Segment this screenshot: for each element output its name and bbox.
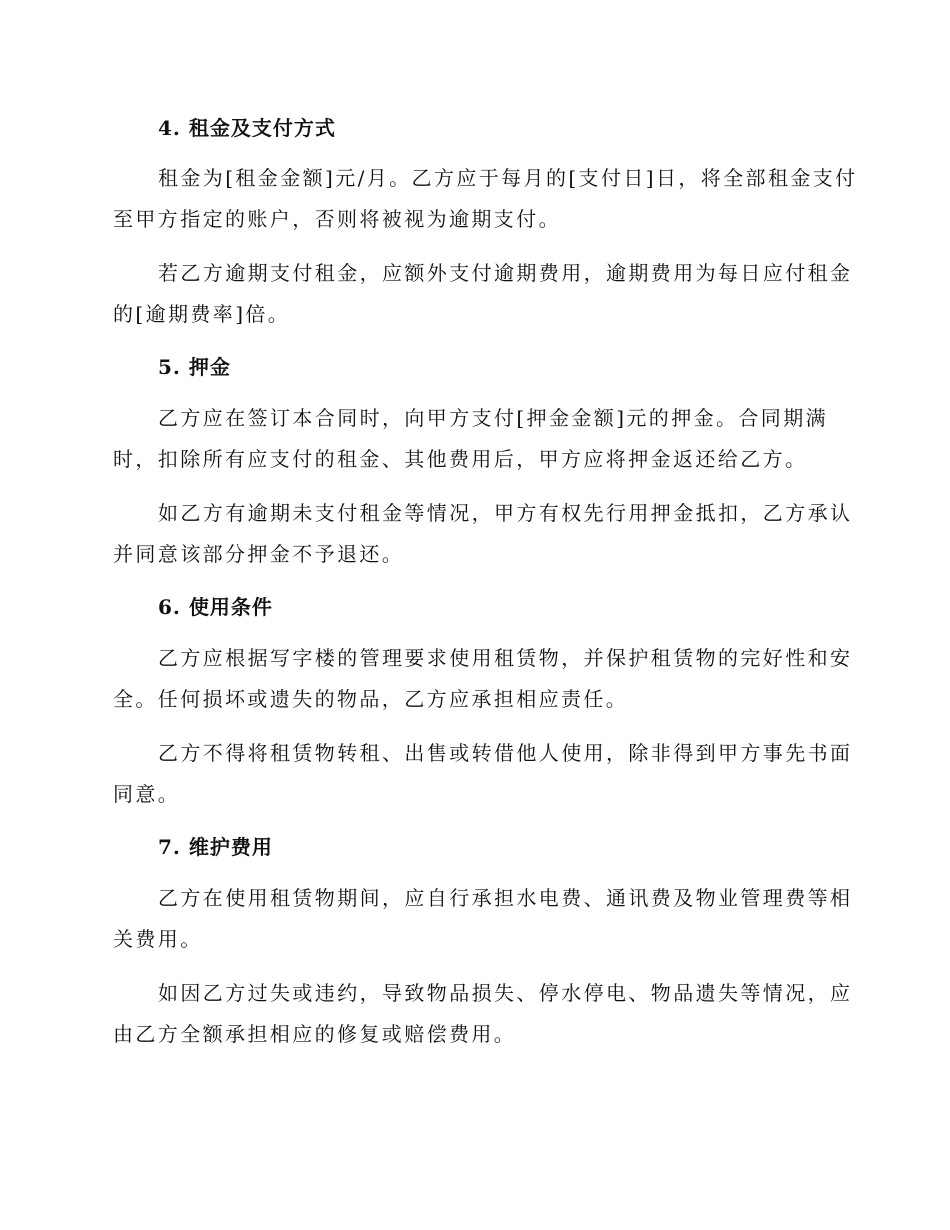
- paragraph-line: 时，扣除所有应支付的租金、其他费用后，甲方应将押金返还给乙方。: [113, 447, 808, 471]
- paragraph-line: 如乙方有逾期未支付租金等情况，甲方有权先行用押金抵扣，乙方承认: [158, 501, 853, 525]
- section-heading-6: 6. 使用条件: [158, 595, 273, 619]
- paragraph-line: 关费用。: [113, 927, 203, 951]
- section-heading-7: 7. 维护费用: [158, 835, 273, 859]
- paragraph-line: 乙方应根据写字楼的管理要求使用租赁物，并保护租赁物的完好性和安: [158, 646, 853, 670]
- paragraph-line: 的[逾期费率]倍。: [113, 302, 291, 326]
- paragraph-line: 全。任何损坏或遗失的物品，乙方应承担相应责任。: [113, 687, 629, 711]
- paragraph-line: 如因乙方过失或违约，导致物品损失、停水停电、物品遗失等情况，应: [158, 981, 853, 1005]
- paragraph-line: 由乙方全额承担相应的修复或赔偿费用。: [113, 1022, 517, 1046]
- paragraph-line: 乙方在使用租赁物期间，应自行承担水电费、通讯费及物业管理费等相: [158, 886, 853, 910]
- paragraph-line: 乙方不得将租赁物转租、出售或转借他人使用，除非得到甲方事先书面: [158, 741, 853, 765]
- paragraph-line: 乙方应在签订本合同时，向甲方支付[押金金额]元的押金。合同期满: [158, 406, 829, 430]
- paragraph-line: 至甲方指定的账户，否则将被视为逾期支付。: [113, 207, 561, 231]
- paragraph-line: 若乙方逾期支付租金，应额外支付逾期费用，逾期费用为每日应付租金: [158, 261, 853, 285]
- paragraph-line: 同意。: [113, 782, 181, 806]
- section-heading-4: 4. 租金及支付方式: [158, 116, 336, 140]
- section-heading-5: 5. 押金: [158, 355, 231, 379]
- paragraph-line: 并同意该部分押金不予退还。: [113, 542, 405, 566]
- paragraph-line: 租金为[租金金额]元/月。乙方应于每月的[支付日]日，将全部租金支付: [158, 166, 858, 190]
